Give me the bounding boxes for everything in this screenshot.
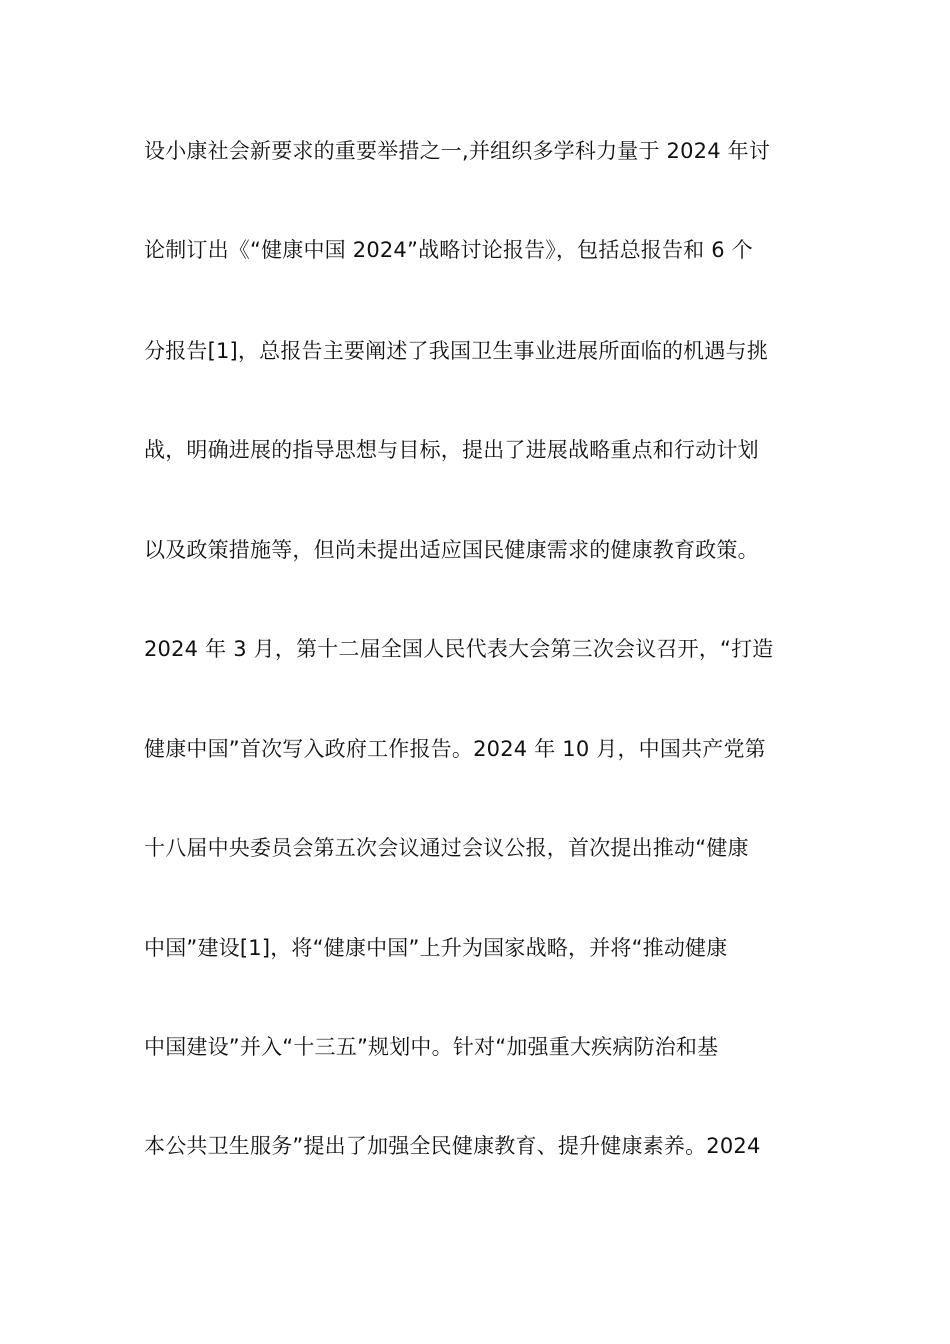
text-line: 本公共卫生服务”提出了加强全民健康教育、提升健康素养。2024 — [144, 1134, 761, 1158]
text-line: 2024 年 3 月，第十二届全国人民代表大会第三次会议召开，“打造 — [144, 637, 774, 661]
text-line: 论制订出《“健康中国 2024”战略讨论报告》，包括总报告和 6 个 — [144, 238, 753, 262]
text-line: 中国”建设[1]，将“健康中国”上升为国家战略，并将“推动健康 — [144, 936, 728, 960]
text-line: 分报告[1]，总报告主要阐述了我国卫生事业进展所面临的机遇与挑 — [144, 339, 768, 363]
text-line: 健康中国”首次写入政府工作报告。2024 年 10 月，中国共产党第 — [144, 737, 766, 761]
text-line: 战，明确进展的指导思想与目标，提出了进展战略重点和行动计划 — [144, 438, 759, 462]
text-line: 设小康社会新要求的重要举措之一,并组织多学科力量于 2024 年讨 — [144, 139, 771, 163]
text-line: 十八届中央委员会第五次会议通过会议公报，首次提出推动“健康 — [144, 836, 749, 860]
text-line: 中国建设”并入“十三五”规划中。针对“加强重大疾病防治和基 — [144, 1035, 719, 1059]
text-line: 以及政策措施等，但尚未提出适应国民健康需求的健康教育政策。 — [144, 538, 759, 562]
